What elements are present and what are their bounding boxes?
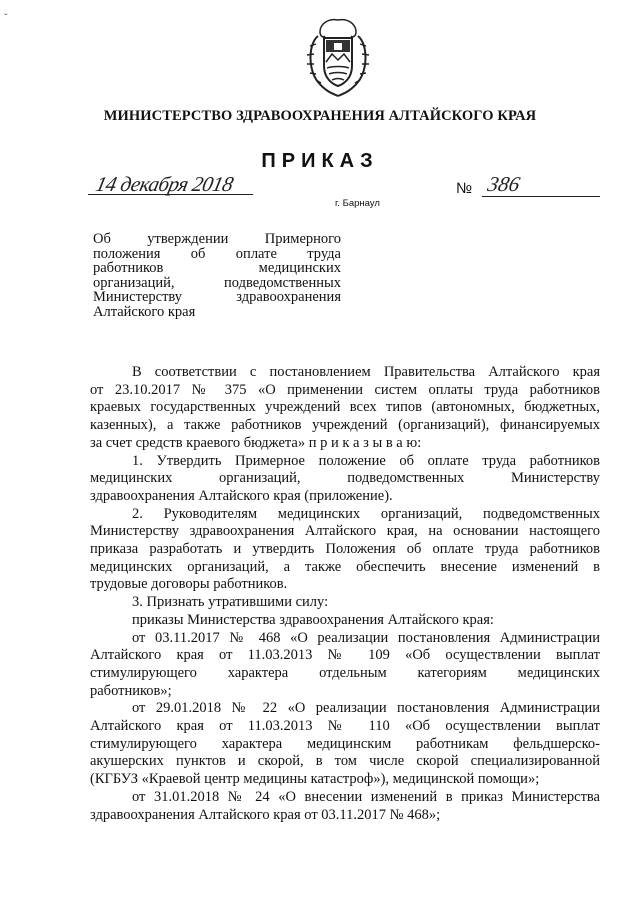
body-line: 1. Утвердить Примерное положение об оплате труда работников: [132, 452, 600, 469]
body-line: здравоохранения Алтайского края (приложение).: [90, 487, 393, 504]
body-line: медицинских организаций, а также обеспечить внесение изменений в: [90, 558, 600, 575]
subject-line: организаций, подведомственных: [93, 274, 341, 291]
order-body: [90, 364, 600, 824]
coat-of-arms-emblem: [298, 14, 378, 100]
subject-line: Об утверждении Примерного: [93, 231, 341, 247]
ministry-name: МИНИСТЕРСТВО ЗДРАВООХРАНЕНИЯ АЛТАЙСКОГО КРАЯ: [103, 108, 537, 124]
body-line: Министерству здравоохранения Алтайского края, на основании настоящего: [90, 523, 600, 540]
body-line: 3. Признать утратившими силу:: [132, 594, 329, 611]
subject-line: Алтайского края: [93, 303, 196, 320]
body-line: от 03.11.2017 № 468 «О реализации постановления Администрации: [132, 629, 600, 646]
body-line: Алтайского края от 11.03.2013 № 109 «Об осуществлении выплат: [90, 647, 600, 664]
body-line: Алтайского края от 11.03.2013 № 110 «Об осуществлении выплат: [90, 718, 600, 735]
body-line: медицинских организаций, подведомственных Министерству: [90, 470, 600, 487]
body-line: приказы Министерства здравоохранения Алтайского края:: [132, 611, 494, 628]
body-line: от 29.01.2018 № 22 «О реализации постановления Администрации: [132, 700, 600, 717]
document-type-title: ПРИКАЗ: [261, 150, 379, 172]
order-subject: [93, 232, 341, 319]
body-line: от 31.01.2018 № 24 «О внесении изменений в приказ Министерства: [132, 788, 600, 805]
body-line: работников»;: [90, 682, 172, 699]
handwritten-number: 386: [485, 172, 523, 196]
body-line: приказа разработать и утвердить Положения об оплате труда работников: [90, 541, 600, 558]
corner-mark: ˇ: [4, 12, 8, 24]
body-line: стимулирующего характера отдельным категориям медицинских: [90, 664, 600, 681]
body-line: здравоохранения Алтайского края от 03.11.2017 № 468»;: [90, 806, 441, 823]
subject-line: работников медицинских: [93, 260, 341, 276]
number-label: №: [456, 180, 473, 197]
city-name: г. Барнаул: [335, 198, 380, 209]
body-line: В соответствии с постановлением Правительства Алтайского края: [132, 364, 600, 380]
body-line: (КГБУЗ «Краевой центр медицины катастроф»), медицинской помощи»;: [90, 771, 540, 788]
body-line: трудовые договоры работников.: [90, 576, 288, 593]
handwritten-date: 14 декабря 2018: [93, 172, 236, 196]
subject-line: положения об оплате труда: [93, 245, 341, 262]
body-line: стимулирующего характера медицинским работникам фельдшерско-: [90, 735, 600, 752]
body-line: краевых государственных учреждений всех типов (автономных, бюджетных,: [90, 399, 600, 416]
body-line: от 23.10.2017 № 375 «О применении систем оплаты труда работников: [90, 381, 600, 398]
body-line: акушерских пунктов и скорой, в том числе скорой специализированной: [90, 753, 600, 770]
body-line: казенных), а также работников учреждений (организаций), финансируемых: [90, 417, 600, 434]
body-line: 2. Руководителям медицинских организаций, подведомственных: [132, 505, 600, 522]
body-line: за счет средств краевого бюджета» п р и к а з ы в а ю:: [90, 434, 422, 451]
subject-line: Министерству здравоохранения: [93, 289, 341, 305]
